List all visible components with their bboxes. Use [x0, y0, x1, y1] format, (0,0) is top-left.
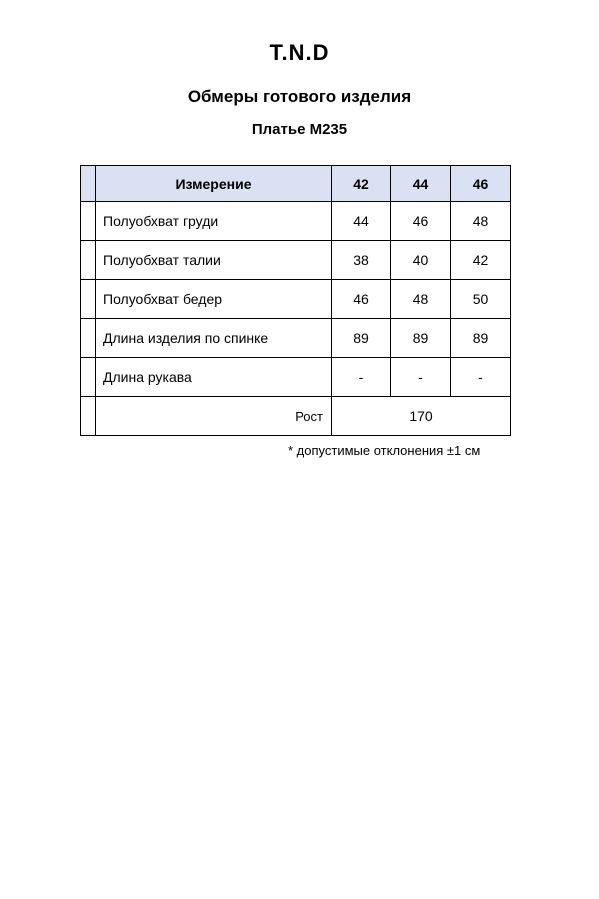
- brand-title: T.N.D: [269, 40, 330, 65]
- table-row: [81, 280, 511, 319]
- row-label: Полуобхват бедер: [96, 280, 332, 319]
- row-value: -: [451, 358, 511, 397]
- row-label: Полуобхват талии: [96, 241, 332, 280]
- table-row: [81, 241, 511, 280]
- height-label: Рост: [96, 397, 332, 436]
- row-value: 89: [332, 319, 391, 358]
- row-value: 42: [451, 241, 511, 280]
- index-cell: [81, 358, 96, 397]
- index-cell: [81, 202, 96, 241]
- row-label: Длина изделия по спинке: [96, 319, 332, 358]
- table-header-row: [81, 166, 511, 202]
- header-size-42: 42: [332, 166, 391, 202]
- index-cell: [81, 166, 96, 202]
- tolerance-note: * допустимые отклонения ±1 см: [288, 443, 481, 458]
- product-name: Платье М235: [251, 121, 348, 138]
- index-cell: [81, 319, 96, 358]
- row-value: 40: [391, 241, 451, 280]
- page-heading: Обмеры готового изделия: [187, 87, 412, 106]
- row-value: -: [391, 358, 451, 397]
- row-value: 89: [451, 319, 511, 358]
- index-cell: [81, 280, 96, 319]
- height-value: 170: [332, 397, 511, 436]
- height-row: [81, 397, 511, 436]
- row-value: 48: [391, 280, 451, 319]
- measurements-table: [80, 165, 511, 436]
- header-size-46: 46: [451, 166, 511, 202]
- row-label: Длина рукава: [96, 358, 332, 397]
- row-value: -: [332, 358, 391, 397]
- index-cell: [81, 241, 96, 280]
- index-cell: [81, 397, 96, 436]
- row-label: Полуобхват груди: [96, 202, 332, 241]
- table-row: [81, 202, 511, 241]
- table-row: [81, 358, 511, 397]
- row-value: 44: [332, 202, 391, 241]
- row-value: 38: [332, 241, 391, 280]
- table-row: [81, 319, 511, 358]
- row-value: 46: [391, 202, 451, 241]
- header-size-44: 44: [391, 166, 451, 202]
- row-value: 48: [451, 202, 511, 241]
- row-value: 50: [451, 280, 511, 319]
- row-value: 89: [391, 319, 451, 358]
- header-measurement: Измерение: [96, 166, 332, 202]
- row-value: 46: [332, 280, 391, 319]
